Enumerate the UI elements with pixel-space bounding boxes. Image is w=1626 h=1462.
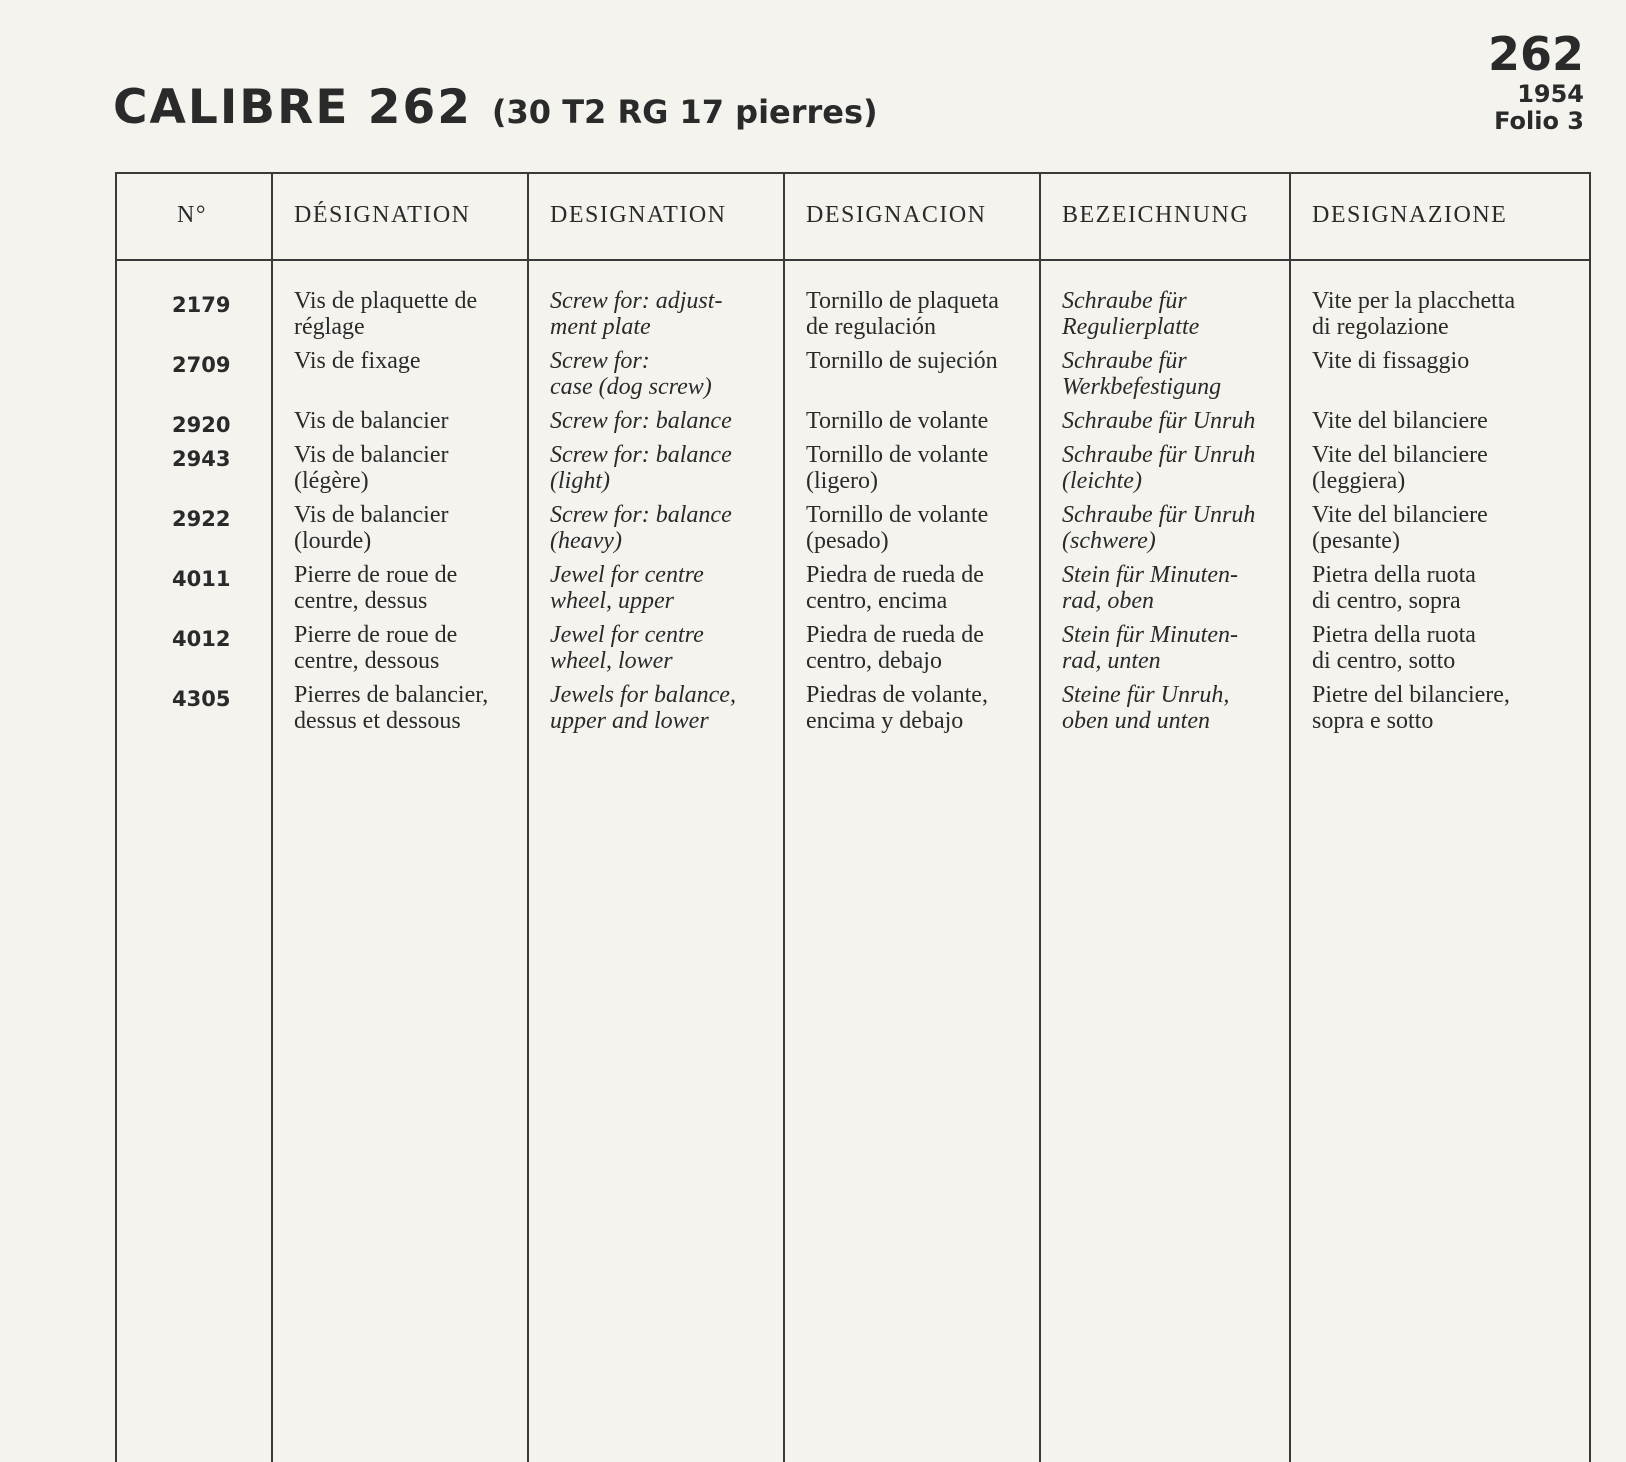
designation-en: (light): [550, 468, 610, 494]
designation-it: di centro, sotto: [1312, 648, 1456, 674]
designation-de: Schraube für: [1062, 348, 1187, 374]
calibre-subtitle: (30 T2 RG 17 pierres): [491, 93, 878, 131]
designation-en: Screw for:: [550, 348, 650, 374]
designation-de: Stein für Minuten-: [1062, 562, 1238, 588]
designation-it: Vite per la placchetta: [1312, 288, 1516, 314]
designation-it: Vite del bilanciere: [1312, 408, 1488, 434]
designation-en: Screw for: adjust-: [550, 288, 723, 314]
part-number: 4012: [172, 627, 231, 651]
designation-it: Pietre del bilanciere,: [1312, 682, 1510, 708]
column-divider: [1289, 174, 1291, 1462]
designation-es: (pesado): [806, 528, 889, 554]
column-divider: [271, 174, 273, 1462]
column-header: DESIGNATION: [550, 202, 727, 228]
designation-de: (schwere): [1062, 528, 1156, 554]
designation-es: (ligero): [806, 468, 878, 494]
page-folio: Folio 3: [1494, 106, 1584, 135]
column-divider: [1039, 174, 1041, 1462]
designation-de: rad, oben: [1062, 588, 1154, 614]
designation-fr: Vis de balancier: [294, 442, 449, 468]
calibre-title: CALIBRE 262: [113, 80, 472, 135]
page-header-info: [1488, 28, 1584, 135]
designation-de: Schraube für Unruh: [1062, 502, 1256, 528]
designation-fr: (légère): [294, 468, 369, 494]
designation-es: Tornillo de volante: [806, 442, 989, 468]
designation-fr: Vis de balancier: [294, 502, 449, 528]
designation-it: (pesante): [1312, 528, 1400, 554]
designation-es: Tornillo de plaqueta: [806, 288, 999, 314]
page-number: 262: [1487, 27, 1584, 81]
designation-de: Stein für Minuten-: [1062, 622, 1238, 648]
part-number: 2709: [172, 353, 231, 377]
designation-en: Screw for: balance: [550, 502, 732, 528]
column-divider: [527, 174, 529, 1462]
designation-fr: dessus et dessous: [294, 708, 461, 734]
designation-fr: Vis de fixage: [294, 348, 421, 374]
designation-it: di centro, sopra: [1312, 588, 1461, 614]
designation-it: Vite di fissaggio: [1312, 348, 1470, 374]
part-number: 4011: [172, 567, 231, 591]
designation-it: (leggiera): [1312, 468, 1406, 494]
designation-de: Werkbefestigung: [1062, 374, 1222, 400]
designation-en: Jewels for balance,: [550, 682, 736, 708]
designation-it: Vite del bilanciere: [1312, 442, 1488, 468]
designation-en: Screw for: balance: [550, 442, 732, 468]
designation-fr: Vis de plaquette de: [294, 288, 478, 314]
designation-it: Vite del bilanciere: [1312, 502, 1488, 528]
designation-de: Schraube für Unruh: [1062, 408, 1256, 434]
designation-en: Jewel for centre: [550, 622, 704, 648]
designation-es: Piedra de rueda de: [806, 622, 984, 648]
designation-en: upper and lower: [550, 708, 709, 734]
designation-de: (leichte): [1062, 468, 1142, 494]
column-header: DESIGNAZIONE: [1312, 202, 1508, 228]
designation-de: oben und unten: [1062, 708, 1210, 734]
designation-fr: Pierres de balancier,: [294, 682, 489, 708]
designation-en: wheel, lower: [550, 648, 673, 674]
part-number: 2922: [172, 507, 231, 531]
designation-fr: centre, dessous: [294, 648, 440, 674]
designation-it: di regolazione: [1312, 314, 1449, 340]
column-header: BEZEICHNUNG: [1062, 202, 1250, 228]
designation-en: wheel, upper: [550, 588, 674, 614]
designation-es: Piedras de volante,: [806, 682, 988, 708]
designation-it: Pietra della ruota: [1312, 562, 1476, 588]
column-divider: [783, 174, 785, 1462]
designation-es: Tornillo de volante: [806, 502, 989, 528]
page-title: [113, 80, 878, 135]
designation-de: Regulierplatte: [1062, 314, 1200, 340]
designation-de: Steine für Unruh,: [1062, 682, 1230, 708]
designation-fr: Pierre de roue de: [294, 622, 458, 648]
designation-en: case (dog screw): [550, 374, 712, 400]
parts-table: [115, 172, 1591, 1462]
part-number: 2920: [172, 413, 231, 437]
designation-fr: Pierre de roue de: [294, 562, 458, 588]
designation-de: Schraube für Unruh: [1062, 442, 1256, 468]
designation-es: encima y debajo: [806, 708, 964, 734]
designation-fr: réglage: [294, 314, 365, 340]
designation-en: (heavy): [550, 528, 622, 554]
designation-es: de regulación: [806, 314, 936, 340]
designation-es: Piedra de rueda de: [806, 562, 984, 588]
column-header: DÉSIGNATION: [294, 202, 471, 228]
designation-en: ment plate: [550, 314, 651, 340]
designation-fr: (lourde): [294, 528, 372, 554]
designation-es: Tornillo de sujeción: [806, 348, 998, 374]
designation-es: centro, debajo: [806, 648, 942, 674]
part-number: 4305: [172, 687, 231, 711]
designation-it: Pietra della ruota: [1312, 622, 1476, 648]
designation-es: centro, encima: [806, 588, 948, 614]
page-year: 1954: [1517, 79, 1584, 108]
designation-fr: centre, dessus: [294, 588, 428, 614]
designation-fr: Vis de balancier: [294, 408, 449, 434]
designation-en: Screw for: balance: [550, 408, 732, 434]
column-header: N°: [177, 202, 207, 228]
part-number: 2943: [172, 447, 231, 471]
designation-it: sopra e sotto: [1312, 708, 1434, 734]
header-rule: [117, 259, 1589, 261]
designation-es: Tornillo de volante: [806, 408, 989, 434]
part-number: 2179: [172, 293, 231, 317]
designation-de: rad, unten: [1062, 648, 1161, 674]
designation-en: Jewel for centre: [550, 562, 704, 588]
column-header: DESIGNACION: [806, 202, 987, 228]
designation-de: Schraube für: [1062, 288, 1187, 314]
